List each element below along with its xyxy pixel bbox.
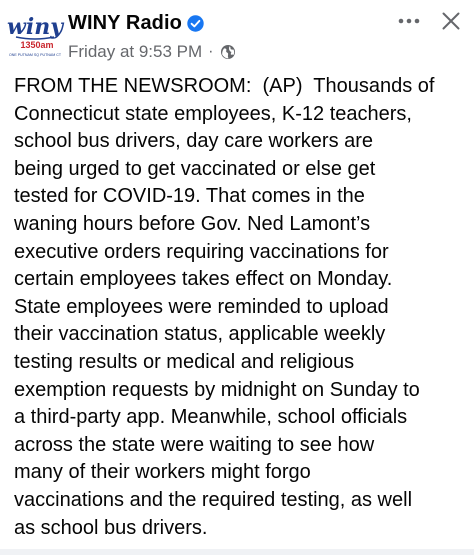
page-name[interactable]: WINY Radio: [68, 11, 182, 34]
page-avatar[interactable]: [6, 10, 64, 62]
logo-tagline: ONE PUTNAM SQ PUTNAM CT: [8, 53, 62, 57]
post-text-line: executive orders requiring vaccinations for: [14, 240, 389, 263]
post-timestamp[interactable]: Friday at 9:53 PM: [68, 42, 203, 61]
post-body: [14, 73, 466, 542]
post-text-line: certain employees takes effect on Monday.: [14, 268, 393, 291]
post-text-line: tested for COVID-19. That comes in the: [14, 185, 365, 208]
more-options-button[interactable]: [392, 6, 426, 36]
post-text-line: many of their workers might forgo: [14, 461, 311, 484]
verified-badge-icon: [187, 15, 204, 32]
logo-frequency: 1350am: [20, 40, 54, 50]
post-header: [0, 0, 474, 70]
logo-text: winy: [6, 14, 64, 40]
post-text-line: State employees were reminded to upload: [14, 295, 389, 318]
post-text-line: FROM THE NEWSROOM: (AP) Thousands of: [14, 75, 435, 97]
author-row: [68, 10, 204, 36]
winy-logo-icon: [6, 10, 64, 62]
post-text-line: exemption requests by midnight on Sunday to: [14, 378, 420, 401]
post-text-line: across the state were waiting to see how: [14, 433, 375, 456]
post-text-line: their vaccination status, applicable weekly: [14, 323, 386, 346]
meta-separator: ·: [208, 43, 214, 60]
post-text-line: waning hours before Gov. Ned Lamont’s: [14, 212, 371, 235]
post-text-line: testing results or medical and religious: [14, 350, 355, 373]
post-divider: [0, 549, 474, 555]
close-icon: [441, 11, 461, 31]
post-meta: [68, 41, 236, 63]
close-button[interactable]: [436, 6, 466, 36]
post-text-line: a third-party app. Meanwhile, school officials: [14, 406, 408, 429]
post-text-line: being urged to get vaccinated or else get: [14, 157, 376, 180]
post-text-line: Connecticut state employees, K-12 teachers,: [14, 102, 412, 125]
more-icon: [397, 17, 421, 25]
post-text-line: school bus drivers, day care workers are: [14, 130, 374, 153]
post-text-line: as school bus drivers.: [14, 516, 208, 539]
globe-icon[interactable]: [220, 44, 236, 60]
post-text-line: vaccinations and the required testing, as well: [14, 488, 413, 511]
